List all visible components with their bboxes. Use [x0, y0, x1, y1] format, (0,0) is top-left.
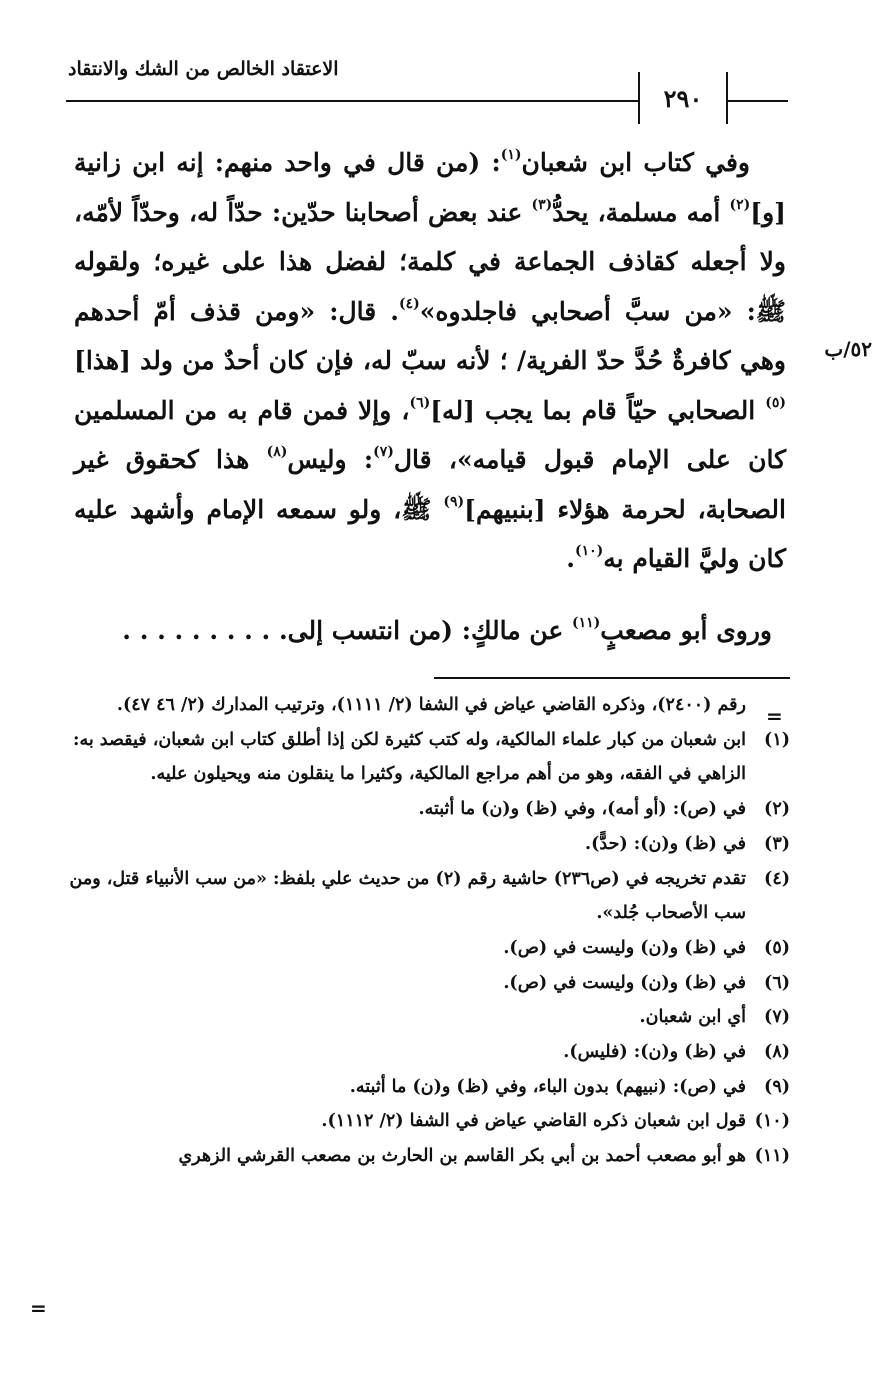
text-run: الصحابي حيّاً قام بما يجب [له]	[430, 395, 766, 425]
text-run: أمه مسلمة، يحدُّ	[552, 197, 730, 227]
footnote-text: رقم (٢٤٠٠)، وذكره القاضي عياض في الشفا (٢/ ١١١١)، وترتيب المدارك (٢/ ٤٦ ٤٧).	[116, 695, 746, 715]
running-title: الاعتقاد الخالص من الشك والانتقاد	[68, 58, 339, 80]
footnote-ref: (٨)	[266, 444, 288, 460]
footnote-number: (١٠)	[754, 1111, 790, 1132]
footnote	[60, 1104, 790, 1139]
footnote-number: (٧)	[764, 1007, 790, 1028]
footnote	[60, 862, 790, 931]
text-run: : (من قال في واحد منهم: إنه ابن زانية [و]	[74, 148, 786, 227]
footnote-ref: (٣)	[531, 196, 553, 213]
footnote-text: قول ابن شعبان ذكره القاضي عياض في الشفا (٢/ ١١١٢).	[321, 1111, 746, 1132]
footnote-number: (١١)	[754, 1146, 790, 1167]
footnote-number: (٨)	[764, 1042, 790, 1063]
footnote-text: في (ص): (أو أمه)، وفي (ظ) و(ن) ما أثبته.	[418, 799, 746, 820]
continuation-mark: =	[766, 704, 783, 728]
footnotes	[60, 688, 790, 1174]
footnote-ref: (٩)	[443, 493, 465, 510]
footnote	[60, 1035, 790, 1070]
text-run: : وليس	[287, 445, 374, 474]
footnote-text: في (ظ) و(ن) وليست في (ص).	[503, 972, 746, 993]
footnote-text: تقدم تخريجه في (ص٢٣٦) حاشية رقم (٢) من حديث علي بلفظ: «من سب الأنبياء قتل، ومن سب الأصحاب جُلد».	[69, 868, 746, 924]
footnote-number: (١)	[764, 729, 790, 750]
main-paragraph	[74, 138, 786, 584]
manuscript-folio-note: ٥٢/ب	[824, 337, 872, 361]
footnote-number: (٢)	[764, 799, 790, 820]
trailing-sentence	[96, 616, 772, 645]
text-run: وروى أبو مصعبٍ	[600, 616, 772, 645]
footnote-separator	[434, 677, 790, 679]
footnote-text: في (ظ) و(ن): (فليس).	[563, 1042, 746, 1063]
footnote-text: أي ابن شعبان.	[639, 1007, 746, 1028]
footnote-ref: (١٠)	[574, 543, 604, 559]
text-run: ، وإلا فمن قام به من المسلمين كان على الإمام قبول قيامه»، قال	[74, 395, 786, 474]
footnote-number: (٤)	[764, 868, 790, 889]
footnote	[60, 1139, 790, 1174]
footnote	[60, 1000, 790, 1035]
text-run: عن مالكٍ: (من انتسب إلى. . . . . . . . . .	[122, 616, 572, 645]
footnote-ref: (٤)	[398, 295, 420, 312]
page-number-box	[638, 72, 728, 124]
text-run: هذا كحقوق غير الصحابة، لحرمة هؤلاء [بنبيهم]	[74, 445, 786, 524]
page-number: ٢٩٠	[663, 84, 703, 113]
footnote-number: (٦)	[764, 972, 790, 993]
footnote	[60, 931, 790, 966]
text-run: .	[566, 544, 575, 573]
text-run: ﷺ، ولو سمعه الإمام وأشهد عليه كان وليَّ القيام به	[74, 494, 786, 573]
footnote	[60, 966, 790, 1001]
continuation-mark-end: =	[30, 1296, 47, 1320]
footnote	[60, 827, 790, 862]
footnote-ref: (١١)	[572, 615, 601, 631]
footnote-number: (٥)	[764, 937, 790, 958]
text-run: . قال: «ومن قذف أمّ أحدهم وهي كافرةٌ حُدَّ حدّ الفرية/ ؛ لأنه سبّ له، فإن كان أحدٌ من ولد [هذا]	[74, 296, 786, 375]
footnote	[60, 792, 790, 827]
footnote-ref: (١)	[500, 147, 522, 163]
footnote	[60, 1070, 790, 1105]
footnote-number: (٩)	[764, 1076, 790, 1097]
text-run: وفي كتاب ابن شعبان	[521, 148, 750, 177]
footnote-text: في (ظ) و(ن): (حدًّ).	[585, 833, 746, 854]
main-text	[74, 138, 786, 584]
footnote-ref: (٦)	[409, 394, 431, 411]
footnote-text: ابن شعبان من كبار علماء المالكية، وله كتب كثيرة لكن إذا أطلق كتاب ابن شعبان، فيقصد به: الزاهي في الفقه، وهو من أهم مراجع المالكية، وكثيرا ما ينقلون منه ويحيلون عليه.	[72, 729, 746, 785]
footnote-ref: (٢)	[729, 196, 751, 213]
footnote-text: في (ظ) و(ن) وليست في (ص).	[503, 937, 746, 958]
footnote-ref: (٥)	[765, 394, 786, 411]
footnote-text: هو أبو مصعب أحمد بن أبي بكر القاسم بن الحارث بن مصعب القرشي الزهري	[178, 1146, 746, 1167]
footnote-continuation	[60, 688, 790, 723]
text-run: عند بعض أصحابنا حدّين: حدّاً له، وحدّاً لأمّه، ولا أجعله كقاذف الجماعة في كلمة؛ لفضل هذا على غيره؛ ولقوله ﷺ: «من سبَّ أصحابي فاجلدوه»	[74, 197, 786, 326]
footnote-number: (٣)	[764, 833, 790, 854]
footnote-ref: (٧)	[373, 444, 394, 460]
footnote	[60, 723, 790, 792]
footnote-text: في (ص): (نبيهم) بدون الباء، وفي (ظ) و(ن) ما أثبته.	[349, 1076, 746, 1097]
